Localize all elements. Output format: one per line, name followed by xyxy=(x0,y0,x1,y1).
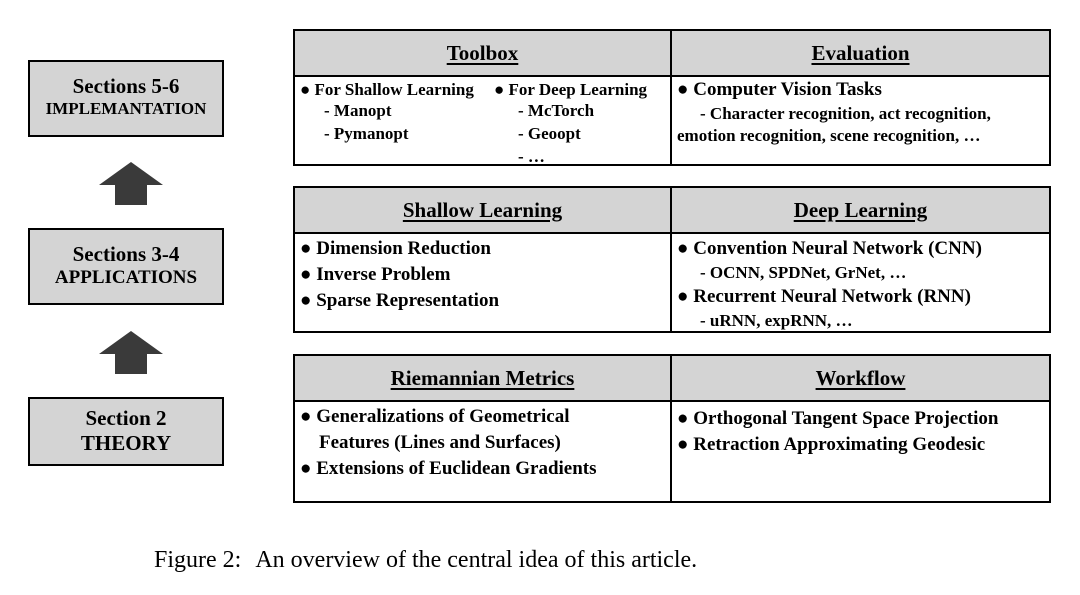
list-item: - Character recognition, act recognition, xyxy=(700,104,991,123)
toolbox-column xyxy=(295,31,672,164)
deep-learning-column xyxy=(672,188,1049,331)
stage-subtitle: APPLICATIONS xyxy=(54,266,198,288)
stage-theory xyxy=(28,397,224,466)
panel-applications xyxy=(293,186,1051,333)
list-item: ● Recurrent Neural Network (RNN) xyxy=(677,286,971,307)
panel-implementation xyxy=(293,29,1051,166)
list-item: - McTorch xyxy=(518,101,595,120)
list-item: ● Orthogonal Tangent Space Projection xyxy=(677,408,999,429)
deep-tools-heading: ● For Deep Learning xyxy=(494,80,648,99)
stage-implementation xyxy=(28,60,224,137)
up-arrow-icon xyxy=(97,160,165,206)
evaluation-header: Evaluation xyxy=(672,31,1049,77)
panel-theory xyxy=(293,354,1051,503)
list-item: ● Retraction Approximating Geodesic xyxy=(677,434,986,455)
list-item: Features (Lines and Surfaces) xyxy=(319,432,561,453)
figure-label: Figure 2: xyxy=(154,547,242,573)
stage-title: Sections 3-4 xyxy=(72,242,180,266)
riemannian-metrics-column xyxy=(295,356,672,501)
toolbox-body xyxy=(295,77,670,164)
list-item: emotion recognition, scene recognition, … xyxy=(677,126,981,145)
stage-applications xyxy=(28,228,224,305)
toolbox-header: Toolbox xyxy=(295,31,670,77)
stage-subtitle: THEORY xyxy=(80,430,172,455)
figure-caption xyxy=(154,547,697,574)
list-item: - OCNN, SPDNet, GrNet, … xyxy=(700,263,907,282)
caption-text: An overview of the central idea of this article. xyxy=(255,547,698,573)
list-item: ● Extensions of Euclidean Gradients xyxy=(300,458,597,479)
deep-learning-header: Deep Learning xyxy=(672,188,1049,234)
stage-title: Section 2 xyxy=(85,406,167,430)
workflow-body xyxy=(672,402,1049,501)
list-item: ● Generalizations of Geometrical xyxy=(300,406,570,427)
shallow-learning-column xyxy=(295,188,672,331)
evaluation-column xyxy=(672,31,1049,164)
list-item: - Manopt xyxy=(324,101,392,120)
shallow-learning-body xyxy=(295,234,670,331)
list-item: ● Dimension Reduction xyxy=(300,238,491,259)
list-item: - Pymanopt xyxy=(324,124,409,143)
riemannian-metrics-header: Riemannian Metrics xyxy=(295,356,670,402)
riemannian-metrics-body xyxy=(295,402,670,501)
list-item: ● Convention Neural Network (CNN) xyxy=(677,238,982,259)
workflow-column xyxy=(672,356,1049,501)
up-arrow-icon xyxy=(97,329,165,375)
list-item: ● Computer Vision Tasks xyxy=(677,79,882,100)
workflow-header: Workflow xyxy=(672,356,1049,402)
evaluation-body xyxy=(672,77,1049,164)
shallow-tools-heading: ● For Shallow Learning xyxy=(300,80,474,99)
shallow-learning-header: Shallow Learning xyxy=(295,188,670,234)
list-item: - … xyxy=(518,147,545,166)
list-item: ● Sparse Representation xyxy=(300,290,500,311)
stage-subtitle: IMPLEMANTATION xyxy=(45,98,207,118)
list-item: - Geoopt xyxy=(518,124,581,143)
deep-learning-body xyxy=(672,234,1049,331)
list-item: ● Inverse Problem xyxy=(300,264,451,285)
list-item: - uRNN, expRNN, … xyxy=(700,311,853,330)
stage-title: Sections 5-6 xyxy=(72,74,180,98)
